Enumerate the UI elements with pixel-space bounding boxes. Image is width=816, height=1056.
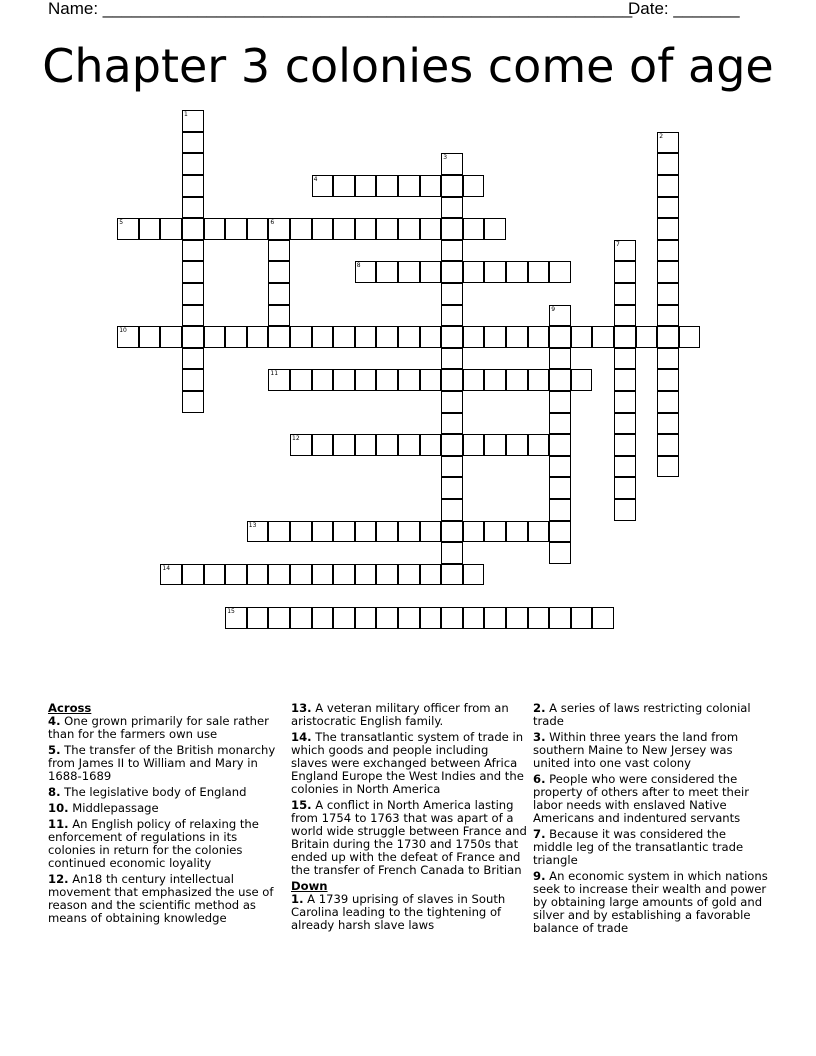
clue-number: 14. xyxy=(291,730,312,744)
grid-cell[interactable] xyxy=(268,326,290,348)
grid-cell[interactable] xyxy=(549,326,571,348)
grid-cell[interactable] xyxy=(614,477,636,499)
grid-cell[interactable] xyxy=(679,326,701,348)
clue-text: One grown primarily for sale rather than for the farmers own use xyxy=(48,714,269,741)
cell-number: 4 xyxy=(313,176,318,183)
clue-column-3 xyxy=(533,702,768,938)
cell-number: 11 xyxy=(270,370,279,378)
grid-cell[interactable] xyxy=(441,413,463,435)
grid-cell[interactable] xyxy=(333,521,355,543)
grid-cell[interactable] xyxy=(398,326,420,348)
grid-cell[interactable] xyxy=(160,326,182,348)
grid-cell[interactable] xyxy=(463,261,485,283)
grid-cell[interactable] xyxy=(614,413,636,435)
cell-number: 7 xyxy=(616,240,620,248)
grid-cell[interactable] xyxy=(420,218,442,240)
grid-cell[interactable] xyxy=(657,175,679,197)
grid-cell[interactable] xyxy=(463,369,485,391)
grid-cell[interactable] xyxy=(528,434,550,456)
clue-number: 12. xyxy=(48,872,69,886)
grid-cell[interactable] xyxy=(398,218,420,240)
grid-cell[interactable] xyxy=(506,607,528,629)
grid-cell[interactable] xyxy=(484,521,506,543)
cell-number: 5 xyxy=(119,219,124,227)
grid-cell[interactable] xyxy=(441,521,463,543)
grid-cell[interactable] xyxy=(549,499,571,521)
grid-cell[interactable] xyxy=(247,326,269,348)
cell-number: 12 xyxy=(292,435,300,443)
grid-cell[interactable] xyxy=(312,434,334,456)
grid-cell[interactable] xyxy=(441,434,463,456)
grid-cell[interactable] xyxy=(182,110,204,132)
grid-cell[interactable] xyxy=(333,564,355,586)
grid-cell[interactable] xyxy=(312,369,334,391)
grid-cell[interactable] xyxy=(484,369,506,391)
grid-cell[interactable] xyxy=(420,175,442,197)
grid-cell[interactable] xyxy=(182,261,204,283)
grid-cell[interactable] xyxy=(549,348,571,370)
clue-text: A 1739 uprising of slaves in South Carolina leading to the tightening of already harsh slave laws xyxy=(291,892,506,932)
clue-across-8 xyxy=(48,786,283,799)
grid-cell[interactable] xyxy=(355,175,377,197)
clue-number: 6. xyxy=(533,772,546,786)
clue-across-15 xyxy=(291,799,527,877)
clue-across-13 xyxy=(291,702,527,728)
clue-text: Because it was considered the middle leg of the transatlantic trade triangle xyxy=(533,827,744,867)
clue-down-1 xyxy=(291,893,527,932)
clue-number: 15. xyxy=(291,798,312,812)
grid-cell[interactable] xyxy=(571,607,593,629)
grid-cell[interactable] xyxy=(614,240,636,262)
grid-cell[interactable] xyxy=(528,261,550,283)
grid-cell[interactable] xyxy=(614,499,636,521)
clue-number: 3. xyxy=(533,730,546,744)
grid-cell[interactable] xyxy=(225,326,247,348)
grid-cell[interactable] xyxy=(463,326,485,348)
grid-cell[interactable] xyxy=(139,326,161,348)
clue-text: A conflict in North America lasting from 1754 to 1763 that was apart of a world wide struggle between France and Britain during the 1730 and 1750s that ended up with the defeat of France and the transfer of French Canada to Britian xyxy=(291,798,527,877)
grid-cell[interactable] xyxy=(528,369,550,391)
grid-cell[interactable] xyxy=(528,326,550,348)
grid-cell[interactable] xyxy=(463,218,485,240)
grid-cell[interactable] xyxy=(290,521,312,543)
grid-cell[interactable] xyxy=(549,413,571,435)
grid-cell[interactable] xyxy=(398,175,420,197)
grid-cell[interactable] xyxy=(441,175,463,197)
grid-cell[interactable] xyxy=(355,564,377,586)
grid-cell[interactable] xyxy=(506,261,528,283)
grid-cell[interactable] xyxy=(441,348,463,370)
grid-cell[interactable] xyxy=(333,369,355,391)
grid-cell[interactable] xyxy=(571,369,593,391)
grid-cell[interactable] xyxy=(614,369,636,391)
clue-text: The legislative body of England xyxy=(64,785,247,799)
grid-cell[interactable] xyxy=(182,369,204,391)
grid-cell[interactable] xyxy=(636,326,658,348)
grid-cell[interactable] xyxy=(657,434,679,456)
grid-cell[interactable] xyxy=(441,218,463,240)
grid-cell[interactable] xyxy=(420,521,442,543)
grid-cell[interactable] xyxy=(312,326,334,348)
grid-cell[interactable] xyxy=(182,305,204,327)
grid-cell[interactable] xyxy=(268,521,290,543)
cell-number: 15 xyxy=(227,608,235,615)
grid-cell[interactable] xyxy=(463,607,485,629)
grid-cell[interactable] xyxy=(333,607,355,629)
cell-number: 2 xyxy=(659,132,664,140)
grid-cell[interactable] xyxy=(204,564,226,586)
grid-cell[interactable] xyxy=(506,369,528,391)
clue-text: An18 th century intellectual movement that emphasized the use of reason and the scientific method as means of obtaining knowledge xyxy=(48,872,274,925)
grid-cell[interactable] xyxy=(312,564,334,586)
clue-text: Middlepassage xyxy=(72,801,159,815)
grid-cell[interactable] xyxy=(614,326,636,348)
grid-cell[interactable] xyxy=(657,132,679,154)
grid-cell[interactable] xyxy=(333,434,355,456)
grid-cell[interactable] xyxy=(376,521,398,543)
grid-cell[interactable] xyxy=(268,261,290,283)
grid-cell[interactable] xyxy=(204,326,226,348)
clue-number: 4. xyxy=(48,714,61,728)
grid-cell[interactable] xyxy=(549,456,571,478)
grid-cell[interactable] xyxy=(441,261,463,283)
grid-cell[interactable] xyxy=(182,240,204,262)
grid-cell[interactable] xyxy=(182,153,204,175)
down-heading: Down xyxy=(291,879,328,893)
grid-cell[interactable] xyxy=(484,218,506,240)
grid-cell[interactable] xyxy=(657,218,679,240)
grid-cell[interactable] xyxy=(376,218,398,240)
grid-cell[interactable] xyxy=(441,369,463,391)
clue-down-3 xyxy=(533,731,768,770)
clue-across-12 xyxy=(48,873,283,925)
grid-cell[interactable] xyxy=(549,391,571,413)
grid-cell[interactable] xyxy=(549,542,571,564)
grid-cell[interactable] xyxy=(182,391,204,413)
clue-number: 11. xyxy=(48,817,69,831)
grid-cell[interactable] xyxy=(657,261,679,283)
grid-cell[interactable] xyxy=(614,391,636,413)
grid-cell[interactable] xyxy=(160,218,182,240)
grid-cell[interactable] xyxy=(398,261,420,283)
grid-cell[interactable] xyxy=(420,261,442,283)
clue-number: 7. xyxy=(533,827,546,841)
grid-cell[interactable] xyxy=(484,261,506,283)
grid-cell[interactable] xyxy=(268,369,290,391)
grid-cell[interactable] xyxy=(657,413,679,435)
grid-cell[interactable] xyxy=(182,175,204,197)
grid-cell[interactable] xyxy=(506,326,528,348)
clue-across-10 xyxy=(48,802,283,815)
grid-cell[interactable] xyxy=(420,607,442,629)
grid-cell[interactable] xyxy=(355,521,377,543)
grid-cell[interactable] xyxy=(463,175,485,197)
grid-cell[interactable] xyxy=(117,218,139,240)
grid-cell[interactable] xyxy=(441,542,463,564)
clue-across-4 xyxy=(48,715,283,741)
grid-cell[interactable] xyxy=(355,369,377,391)
grid-cell[interactable] xyxy=(614,305,636,327)
grid-cell[interactable] xyxy=(290,564,312,586)
cell-number: 3 xyxy=(443,154,448,162)
clue-number: 10. xyxy=(48,801,69,815)
grid-cell[interactable] xyxy=(355,218,377,240)
grid-cell[interactable] xyxy=(420,434,442,456)
grid-cell[interactable] xyxy=(398,607,420,629)
clue-number: 9. xyxy=(533,869,546,883)
grid-cell[interactable] xyxy=(657,391,679,413)
grid-cell[interactable] xyxy=(549,477,571,499)
cell-number: 1 xyxy=(184,111,188,119)
grid-cell[interactable] xyxy=(657,369,679,391)
cell-number: 10 xyxy=(119,327,127,335)
grid-cell[interactable] xyxy=(441,391,463,413)
grid-cell[interactable] xyxy=(614,283,636,305)
cell-number: 13 xyxy=(248,521,257,529)
grid-cell[interactable] xyxy=(441,607,463,629)
grid-cell[interactable] xyxy=(441,499,463,521)
grid-cell[interactable] xyxy=(268,218,290,240)
clue-text: An economic system in which nations seek to increase their wealth and power by obtaining large amounts of gold and silver and by establishing a favorable balance of trade xyxy=(533,869,768,935)
grid-cell[interactable] xyxy=(355,607,377,629)
clue-down-6 xyxy=(533,773,768,825)
grid-cell[interactable] xyxy=(549,434,571,456)
grid-cell[interactable] xyxy=(225,218,247,240)
grid-cell[interactable] xyxy=(312,218,334,240)
grid-cell[interactable] xyxy=(376,326,398,348)
grid-cell[interactable] xyxy=(355,326,377,348)
cell-number: 6 xyxy=(270,219,275,227)
grid-cell[interactable] xyxy=(247,218,269,240)
grid-cell[interactable] xyxy=(376,369,398,391)
grid-cell[interactable] xyxy=(441,326,463,348)
grid-cell[interactable] xyxy=(268,305,290,327)
grid-cell[interactable] xyxy=(268,240,290,262)
grid-cell[interactable] xyxy=(182,132,204,154)
grid-cell[interactable] xyxy=(312,521,334,543)
grid-cell[interactable] xyxy=(441,564,463,586)
grid-cell[interactable] xyxy=(117,326,139,348)
clue-text: A series of laws restricting colonial trade xyxy=(533,701,751,728)
clue-down-9 xyxy=(533,870,768,935)
grid-cell[interactable] xyxy=(398,434,420,456)
clue-across-11 xyxy=(48,818,283,870)
grid-cell[interactable] xyxy=(204,218,226,240)
grid-cell[interactable] xyxy=(225,607,247,629)
cell-number: 9 xyxy=(551,305,556,313)
clue-column-1 xyxy=(48,702,283,928)
across-heading: Across xyxy=(48,701,92,715)
clue-number: 2. xyxy=(533,701,546,715)
clue-number: 13. xyxy=(291,701,312,715)
grid-cell[interactable] xyxy=(290,434,312,456)
grid-cell[interactable] xyxy=(549,369,571,391)
grid-cell[interactable] xyxy=(139,218,161,240)
clue-text: People who were considered the property of others after to meet their labor needs with enslaved Native Americans and indentured servants xyxy=(533,772,750,825)
clue-down-7 xyxy=(533,828,768,867)
grid-cell[interactable] xyxy=(420,326,442,348)
grid-cell[interactable] xyxy=(441,305,463,327)
cell-number: 8 xyxy=(356,262,361,270)
grid-cell[interactable] xyxy=(182,283,204,305)
date-field[interactable]: Date: _______ xyxy=(628,0,740,18)
grid-cell[interactable] xyxy=(182,564,204,586)
grid-cell[interactable] xyxy=(290,607,312,629)
grid-cell[interactable] xyxy=(268,283,290,305)
grid-cell[interactable] xyxy=(182,197,204,219)
grid-cell[interactable] xyxy=(376,261,398,283)
grid-cell[interactable] xyxy=(484,434,506,456)
grid-cell[interactable] xyxy=(441,153,463,175)
grid-cell[interactable] xyxy=(312,175,334,197)
grid-cell[interactable] xyxy=(657,326,679,348)
grid-cell[interactable] xyxy=(290,369,312,391)
grid-cell[interactable] xyxy=(614,456,636,478)
grid-cell[interactable] xyxy=(160,564,182,586)
grid-cell[interactable] xyxy=(376,434,398,456)
grid-cell[interactable] xyxy=(484,607,506,629)
grid-cell[interactable] xyxy=(657,240,679,262)
clue-column-2 xyxy=(291,702,527,935)
clue-down-2 xyxy=(533,702,768,728)
grid-cell[interactable] xyxy=(506,521,528,543)
grid-cell[interactable] xyxy=(657,348,679,370)
grid-cell[interactable] xyxy=(290,218,312,240)
grid-cell[interactable] xyxy=(225,564,247,586)
grid-cell[interactable] xyxy=(528,521,550,543)
grid-cell[interactable] xyxy=(420,369,442,391)
clue-number: 8. xyxy=(48,785,61,799)
grid-cell[interactable] xyxy=(614,348,636,370)
grid-cell[interactable] xyxy=(614,261,636,283)
grid-cell[interactable] xyxy=(657,456,679,478)
grid-cell[interactable] xyxy=(290,326,312,348)
grid-cell[interactable] xyxy=(441,456,463,478)
clue-number: 5. xyxy=(48,743,61,757)
grid-cell[interactable] xyxy=(592,607,614,629)
grid-cell[interactable] xyxy=(355,261,377,283)
grid-cell[interactable] xyxy=(355,434,377,456)
grid-cell[interactable] xyxy=(506,434,528,456)
grid-cell[interactable] xyxy=(182,348,204,370)
grid-cell[interactable] xyxy=(614,434,636,456)
grid-cell[interactable] xyxy=(268,564,290,586)
clue-across-14 xyxy=(291,731,527,796)
grid-cell[interactable] xyxy=(657,197,679,219)
clue-text: The transfer of the British monarchy from James II to William and Mary in 1688-1689 xyxy=(48,743,276,783)
grid-cell[interactable] xyxy=(463,521,485,543)
clue-text: The transatlantic system of trade in which goods and people including slaves were exchanged between Africa England Europe the West Indies and the colonies in North America xyxy=(291,730,524,796)
grid-cell[interactable] xyxy=(247,521,269,543)
grid-cell[interactable] xyxy=(657,305,679,327)
grid-cell[interactable] xyxy=(376,564,398,586)
grid-cell[interactable] xyxy=(182,326,204,348)
grid-cell[interactable] xyxy=(657,153,679,175)
grid-cell[interactable] xyxy=(549,521,571,543)
grid-cell[interactable] xyxy=(528,607,550,629)
grid-cell[interactable] xyxy=(441,477,463,499)
grid-cell[interactable] xyxy=(484,326,506,348)
grid-cell[interactable] xyxy=(420,564,442,586)
clue-text: A veteran military officer from an aristocratic English family. xyxy=(291,701,509,728)
grid-cell[interactable] xyxy=(247,564,269,586)
clue-across-5 xyxy=(48,744,283,783)
cell-number: 14 xyxy=(162,564,171,572)
name-field[interactable]: Name: ________________________________________________________ xyxy=(48,0,633,18)
grid-cell[interactable] xyxy=(657,283,679,305)
grid-cell[interactable] xyxy=(376,175,398,197)
grid-cell[interactable] xyxy=(441,283,463,305)
grid-cell[interactable] xyxy=(398,369,420,391)
grid-cell[interactable] xyxy=(571,326,593,348)
grid-cell[interactable] xyxy=(441,240,463,262)
clue-number: 1. xyxy=(291,892,304,906)
grid-cell[interactable] xyxy=(247,607,269,629)
grid-cell[interactable] xyxy=(463,434,485,456)
grid-cell[interactable] xyxy=(549,261,571,283)
clue-text: Within three years the land from southern Maine to New Jersey was united into one vast colony xyxy=(533,730,739,770)
grid-cell[interactable] xyxy=(182,218,204,240)
grid-cell[interactable] xyxy=(549,305,571,327)
grid-cell[interactable] xyxy=(592,326,614,348)
grid-cell[interactable] xyxy=(398,521,420,543)
grid-cell[interactable] xyxy=(376,607,398,629)
grid-cell[interactable] xyxy=(333,326,355,348)
grid-cell[interactable] xyxy=(333,218,355,240)
grid-cell[interactable] xyxy=(463,564,485,586)
grid-cell[interactable] xyxy=(312,607,334,629)
grid-cell[interactable] xyxy=(268,607,290,629)
page-title: Chapter 3 colonies come of age xyxy=(42,39,774,93)
clue-text: An English policy of relaxing the enforcement of regulations in its colonies in return for the colonies continued economic loyality xyxy=(48,817,259,870)
grid-cell[interactable] xyxy=(333,175,355,197)
grid-cell[interactable] xyxy=(398,564,420,586)
grid-cell[interactable] xyxy=(441,197,463,219)
grid-cell[interactable] xyxy=(549,607,571,629)
